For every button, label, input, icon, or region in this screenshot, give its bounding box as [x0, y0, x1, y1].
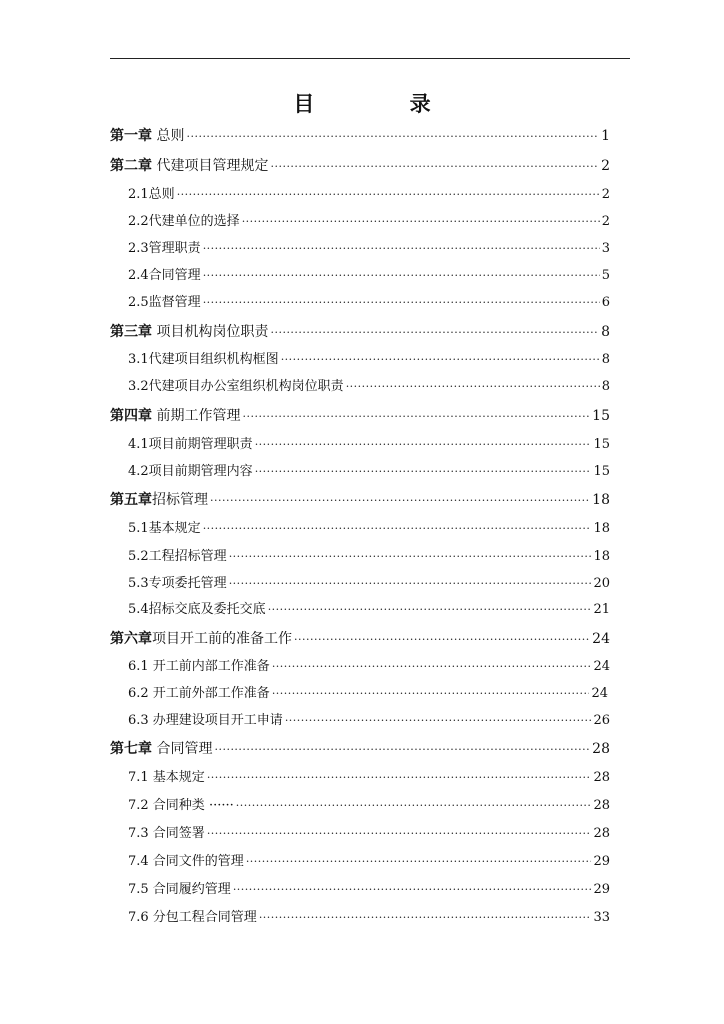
dot-leader — [177, 187, 600, 203]
page-number: 15 — [593, 437, 610, 452]
entry-title: 7.2 合同种类 ······ — [128, 798, 234, 813]
header-rule — [110, 58, 630, 59]
page-number: 24 — [592, 631, 610, 647]
chapter-number: 第一章 — [110, 128, 152, 144]
toc-entry-chapter-4[interactable] — [110, 408, 610, 425]
page-number: 2 — [601, 214, 610, 229]
entry-title: 7.6 分包工程合同管理 — [128, 910, 257, 925]
dot-leader — [229, 549, 592, 565]
entry-title: 6.3 办理建设项目开工申请 — [128, 713, 283, 728]
toc-entry-section-2-3[interactable] — [128, 241, 610, 257]
toc-entry-chapter-6[interactable] — [110, 631, 610, 648]
entry-title: 项目机构岗位职责 — [152, 324, 269, 340]
entry-title: 6.1 开工前内部工作准备 — [128, 659, 270, 674]
page-number: 3 — [601, 241, 610, 256]
page-number: 28 — [593, 770, 610, 785]
toc-entry-section-4-2[interactable] — [128, 464, 610, 480]
page-number: 21 — [593, 602, 610, 617]
toc-entry-section-3-2[interactable] — [128, 379, 610, 395]
chapter-number: 第七章 — [110, 741, 152, 757]
entry-title: 6.2 开工前外部工作准备 — [128, 686, 270, 701]
dot-leader — [210, 493, 590, 509]
dot-leader — [214, 742, 590, 758]
entry-title: 5.3专项委托管理 — [128, 576, 227, 591]
dot-leader — [203, 521, 592, 537]
entry-title: 2.1总则 — [128, 187, 175, 202]
page-number: 24 — [593, 659, 610, 674]
page-number: 24 — [591, 686, 608, 701]
dot-leader — [259, 910, 592, 926]
page-number: 29 — [593, 882, 610, 897]
toc-entry-section-6-3[interactable] — [128, 713, 610, 729]
toc-entry-section-5-1[interactable] — [128, 521, 610, 537]
dot-leader — [272, 686, 590, 702]
toc-entry-chapter-3[interactable] — [110, 324, 610, 341]
entry-title: 5.2工程招标管理 — [128, 549, 227, 564]
entry-title: 4.1项目前期管理职责 — [128, 437, 253, 452]
dot-leader — [203, 268, 600, 284]
toc-entry-section-6-1[interactable] — [128, 659, 610, 675]
dot-leader — [242, 409, 590, 425]
dot-leader — [203, 241, 600, 257]
toc-entry-section-2-5[interactable] — [128, 295, 610, 311]
entry-title: 7.3 合同签署 — [128, 826, 205, 841]
dot-leader — [186, 129, 599, 145]
toc-entry-section-7-1[interactable] — [128, 770, 610, 786]
chapter-number: 第四章 — [110, 408, 152, 424]
chapter-number: 第六章 — [110, 631, 152, 647]
dot-leader — [242, 214, 600, 230]
toc-entry-section-2-4[interactable] — [128, 268, 610, 284]
entry-title: 2.4合同管理 — [128, 268, 201, 283]
entry-title: 7.1 基本规定 — [128, 770, 205, 785]
chapter-number: 第二章 — [110, 158, 152, 174]
dot-leader — [255, 437, 592, 453]
page-number: 20 — [593, 576, 610, 591]
dot-leader — [207, 826, 592, 842]
dot-leader — [255, 464, 592, 480]
toc-entry-section-6-2[interactable] — [128, 686, 608, 702]
dot-leader — [272, 659, 592, 675]
entry-title: 合同管理 — [152, 741, 213, 757]
entry-title: 2.2代建单位的选择 — [128, 214, 240, 229]
chapter-number: 第三章 — [110, 324, 152, 340]
dot-leader — [270, 325, 599, 341]
entry-title: 3.2代建项目办公室组织机构岗位职责 — [128, 379, 344, 394]
page-number: 33 — [593, 910, 610, 925]
dot-leader — [285, 713, 592, 729]
toc-entry-section-3-1[interactable] — [128, 352, 610, 368]
dot-leader — [268, 602, 592, 618]
toc-title: 目 录 — [293, 92, 475, 116]
page-number: 8 — [601, 379, 610, 394]
entry-title: 4.2项目前期管理内容 — [128, 464, 253, 479]
toc-entry-section-2-1[interactable] — [128, 187, 610, 203]
page-number: 28 — [593, 826, 610, 841]
chapter-number: 第五章 — [110, 492, 152, 508]
dot-leader — [229, 576, 592, 592]
page-number: 29 — [593, 854, 610, 869]
toc-entry-section-7-5[interactable] — [128, 882, 610, 898]
page-number: 2 — [601, 158, 610, 174]
entry-title: 前期工作管理 — [152, 408, 241, 424]
entry-title: 5.1基本规定 — [128, 521, 201, 536]
toc-entry-chapter-7[interactable] — [110, 741, 610, 758]
entry-title: 项目开工前的准备工作 — [152, 631, 292, 647]
page-number: 18 — [593, 521, 610, 536]
dot-leader — [233, 882, 592, 898]
toc-entry-section-4-1[interactable] — [128, 437, 610, 453]
page-number: 28 — [593, 798, 610, 813]
dot-leader — [246, 854, 592, 870]
dot-leader — [207, 770, 592, 786]
entry-title: 5.4招标交底及委托交底 — [128, 602, 266, 617]
entry-title: 3.1代建项目组织机构框图 — [128, 352, 279, 367]
dot-leader — [294, 632, 590, 648]
dot-leader — [281, 352, 600, 368]
page-number: 15 — [592, 408, 610, 424]
toc-entry-chapter-5[interactable] — [110, 492, 610, 509]
page-number: 18 — [593, 549, 610, 564]
page-number: 15 — [593, 464, 610, 479]
entry-title: 7.4 合同文件的管理 — [128, 854, 244, 869]
toc-entry-section-7-2[interactable] — [128, 798, 610, 814]
page-number: 18 — [592, 492, 610, 508]
dot-leader — [346, 379, 600, 395]
page-number: 8 — [601, 324, 610, 340]
dot-leader — [270, 159, 599, 175]
entry-title: 7.5 合同履约管理 — [128, 882, 231, 897]
toc-entry-section-5-4[interactable] — [128, 602, 610, 618]
page-number: 1 — [601, 128, 610, 144]
entry-title: 代建项目管理规定 — [152, 158, 269, 174]
toc-entry-section-2-2[interactable] — [128, 214, 610, 230]
entry-title: 2.5监督管理 — [128, 295, 201, 310]
toc-entry-section-7-4[interactable] — [128, 854, 610, 870]
entry-title: 2.3管理职责 — [128, 241, 201, 256]
dot-leader — [203, 295, 600, 311]
entry-title: 总则 — [152, 128, 185, 144]
toc-entry-section-7-3[interactable] — [128, 826, 610, 842]
page-number: 2 — [601, 187, 610, 202]
toc-entry-chapter-2[interactable] — [110, 158, 610, 175]
toc-entry-section-7-6[interactable] — [128, 910, 610, 926]
toc-entry-chapter-1[interactable] — [110, 128, 610, 145]
toc-entry-section-5-3[interactable] — [128, 576, 610, 592]
page-number: 5 — [601, 268, 610, 283]
page-number: 26 — [593, 713, 610, 728]
toc-entry-section-5-2[interactable] — [128, 549, 610, 565]
page-number: 8 — [601, 352, 610, 367]
entry-title: 招标管理 — [152, 492, 208, 508]
dot-leader — [236, 798, 592, 814]
page-number: 6 — [601, 295, 610, 310]
page-number: 28 — [592, 741, 610, 757]
